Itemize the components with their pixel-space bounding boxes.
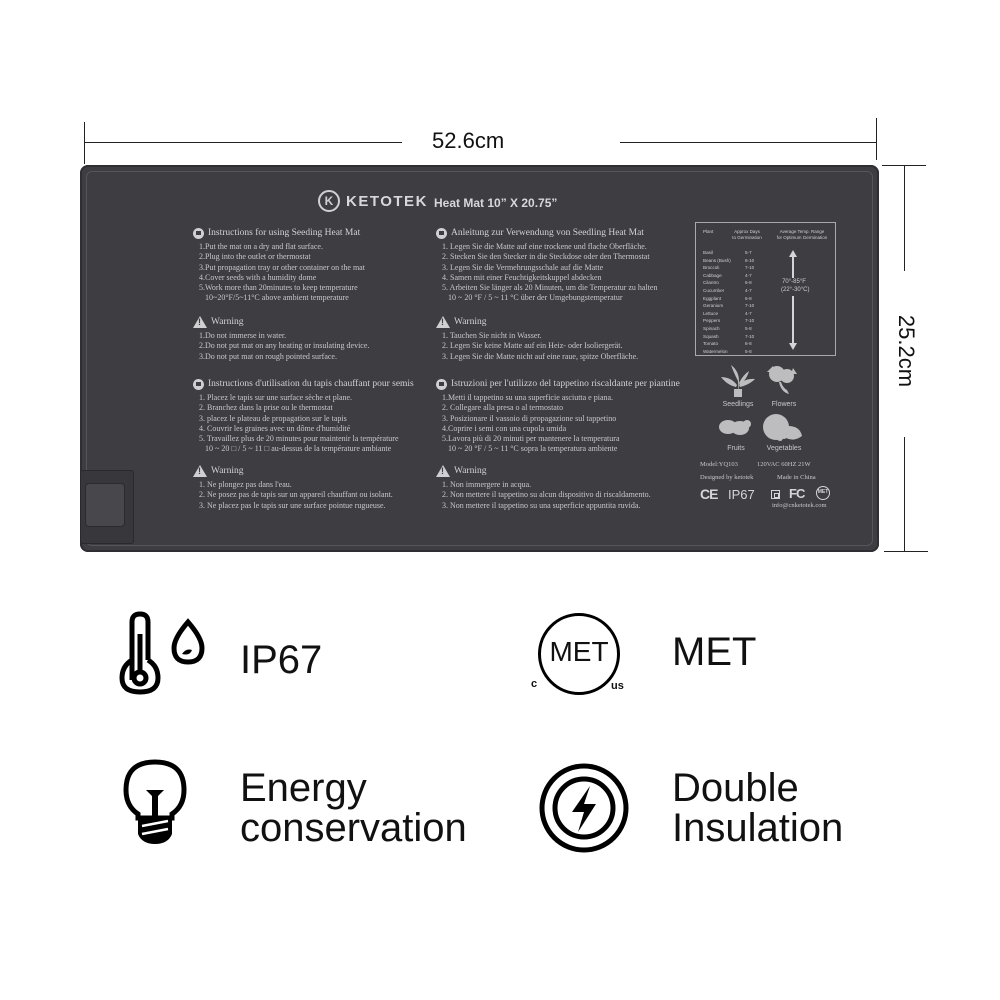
instruction-line: 4.Cover seeds with a humidity dome: [199, 272, 317, 282]
table-row: [703, 272, 765, 280]
temp-celsius: (22°-30°C): [781, 286, 810, 293]
warning-line: 1. Ne plongez pas dans l'eau.: [199, 480, 292, 489]
instruction-line: 2. Collegare alla presa o al termostato: [442, 403, 564, 413]
category-label-vegetables: Vegetables: [766, 445, 802, 452]
width-dimension-label: 52.6cm: [432, 128, 505, 153]
instruction-line: 5. Travaillez plus de 20 minutes pour maintenir la température: [199, 434, 399, 444]
category-label-seedlings: Seedlings: [722, 401, 754, 408]
instruction-line: 1. Placez le tapis sur une surface sèche et plane.: [199, 393, 353, 402]
section-heading: Warning: [454, 317, 487, 327]
instruction-line: 10 ~ 20 °F / 5 ~ 11 °C sopra la temperatura ambiente: [448, 444, 618, 454]
instruction-line: 10 ~ 20 °F / 5 ~ 11 °C über der Umgebungstemperatur: [448, 293, 623, 303]
feature-label-energy-line1: Energy: [240, 766, 367, 810]
plant-name: Lettuce: [703, 310, 719, 316]
section-de-warning: [436, 315, 638, 362]
warning-line: 1.Do not immerse in water.: [199, 331, 287, 340]
germination-days: 4-7: [745, 272, 752, 278]
germination-table: [695, 222, 836, 356]
germination-days: 6-10: [745, 257, 755, 263]
double-insulation-mark-icon: [771, 490, 780, 499]
category-label-fruits: Fruits: [727, 445, 745, 452]
feature-label-ip67: IP67: [240, 638, 323, 682]
met-badge-right: us: [611, 680, 624, 692]
plant-name: Tomato: [703, 341, 719, 347]
warning-line: 2. Ne posez pas de tapis sur un appareil chauffant ou isolant.: [199, 490, 393, 500]
height-dimension-label: 25.2cm: [894, 314, 920, 388]
mat-icon: [436, 228, 447, 239]
plant-name: Watermelon: [703, 348, 728, 354]
germination-days: 5-8: [745, 325, 752, 331]
plant-name: Geranium: [703, 303, 724, 309]
brand-name: KETOTEK: [346, 192, 428, 210]
instruction-line: 10 ~ 20 □ / 5 ~ 11 □ au-dessus de la température ambiante: [205, 444, 392, 454]
instruction-line: 3.Put propagation tray or other container on the mat: [199, 262, 365, 272]
section-it-warning: [436, 464, 651, 511]
table-row: [703, 295, 765, 303]
warning-line: 2.Do not put mat on any heating or insulating device.: [199, 341, 370, 351]
flower-icon: [763, 362, 801, 396]
thermometer-water-drop-icon: [118, 610, 210, 696]
germination-days: 7-10: [745, 318, 755, 324]
table-row: [703, 340, 765, 348]
feature-label-met: MET: [672, 630, 757, 674]
section-en-warning: [193, 315, 369, 362]
feature-label-energy-line2: conservation: [240, 806, 467, 850]
brand-logo-group: [318, 190, 428, 212]
vegetable-icon: [760, 412, 804, 442]
germination-days: 7-10: [745, 333, 755, 339]
plant-name: Cabbage: [703, 272, 722, 278]
width-dimension-left-tick: [84, 122, 85, 164]
instruction-line: 3. placez le plateau de propagation sur le tapis: [199, 413, 347, 423]
power-rating: 120VAC 60HZ 21W: [757, 461, 811, 468]
fcc-mark-icon: FC: [789, 486, 805, 501]
plant-name: Cilantro: [703, 280, 719, 286]
table-row: [703, 257, 765, 265]
warning-line: 3. Legen Sie die Matte nicht auf eine raue, spitze Oberfläche.: [442, 351, 639, 361]
met-certification-icon: [531, 610, 625, 700]
mat-icon: [436, 379, 447, 390]
category-label-flowers: Flowers: [771, 401, 797, 408]
table-row: [703, 287, 765, 295]
height-dimension-bottom-tick: [884, 551, 928, 552]
arrow-down-icon: [789, 343, 797, 350]
product-title: Heat Mat 10” X 20.75”: [434, 196, 558, 210]
arrow-down-shaft: [792, 296, 794, 344]
designed-by: Designed by ketotek: [700, 474, 754, 481]
plant-name: Peppers: [703, 318, 721, 324]
warning-icon: [193, 465, 207, 477]
mat-icon: [193, 228, 204, 239]
plant-name: Squash: [703, 333, 719, 339]
table-row: [703, 249, 765, 257]
plant-name: Eggplant: [703, 295, 722, 301]
met-badge-center: MET: [549, 636, 609, 667]
height-dimension-line-top: [904, 165, 905, 271]
seedling-icon: [719, 363, 757, 397]
section-en-instructions: [193, 226, 365, 304]
section-it-instructions: [436, 377, 680, 455]
table-row: [703, 333, 765, 341]
instruction-line: 4.Coprire i semi con una cupola umida: [442, 423, 567, 433]
germination-days: 7-10: [745, 303, 755, 309]
arrow-up-shaft: [792, 256, 794, 278]
mat-icon: [193, 379, 204, 390]
width-dimension-line-right: [620, 142, 876, 143]
plant-name: Basil: [703, 250, 713, 255]
feature-label-insulation-line2: Insulation: [672, 806, 844, 850]
germination-days: 5-7: [745, 250, 752, 255]
table-header-days: [730, 229, 764, 241]
plant-name: Spinach: [703, 325, 720, 331]
table-header-temp: [772, 229, 832, 241]
instruction-line: 2. Stecken Sie den Stecker in die Steckdose oder den Thermostat: [442, 252, 650, 262]
instruction-line: 3. Posizionare il vassoio di propagazione sul tappetino: [442, 413, 617, 423]
power-cord-connector: [80, 470, 134, 544]
germination-days: 6-8: [745, 341, 752, 347]
instruction-line: 1.Put the mat on a dry and flat surface.: [199, 242, 323, 251]
instruction-line: 3. Legen Sie die Vermehrungsschale auf die Matte: [442, 262, 604, 272]
section-heading: Warning: [211, 317, 244, 327]
table-row: [703, 317, 765, 325]
warning-icon: [193, 316, 207, 328]
section-heading: Instructions for using Seeding Heat Mat: [208, 228, 361, 238]
germination-days: 4-7: [745, 287, 752, 293]
instruction-line: 5.Work more than 20minutes to keep temperature: [199, 283, 358, 293]
ce-mark-icon: CE: [700, 486, 718, 502]
header-line: to Germination: [732, 235, 762, 240]
germination-days: 6-8: [745, 295, 752, 301]
instruction-line: 2. Branchez dans la prise ou le thermostat: [199, 403, 333, 413]
plant-name: Broccoli: [703, 265, 720, 271]
section-de-instructions: [436, 226, 657, 304]
met-badge-left: c: [531, 678, 538, 690]
table-row: [703, 264, 765, 272]
section-fr-instructions: [193, 377, 414, 455]
table-row: [703, 348, 765, 356]
section-fr-warning: [193, 464, 393, 511]
section-heading: Warning: [454, 466, 487, 476]
instruction-line: 1.Metti il tappetino su una superficie asciutta e piana.: [442, 393, 614, 402]
warning-icon: [436, 465, 450, 477]
header-line: Average Temp. Range: [779, 229, 825, 234]
lightning-circle-icon: [538, 762, 630, 854]
plant-name: Beans (Bush): [703, 257, 731, 263]
section-heading: Istruzioni per l'utilizzo del tappetino riscaldante per piantine: [451, 379, 680, 389]
germination-days: 6-8: [745, 280, 752, 286]
instruction-line: 10~20°F/5~11°C above ambient temperature: [205, 293, 349, 303]
contact-email: info@cnketotek.com: [772, 502, 827, 509]
height-dimension-line-bottom: [904, 437, 905, 551]
connector-plate: [85, 483, 125, 527]
model-number: Model:YQ103: [700, 461, 738, 468]
germination-days: 7-10: [745, 265, 755, 271]
germination-days: 5-8: [745, 348, 752, 354]
instruction-line: 4. Samen mit einer Feuchtigkeitskuppel abdecken: [442, 272, 602, 282]
header-line: Approx Days: [734, 229, 760, 234]
ketotek-logo-icon: K: [318, 190, 340, 212]
table-row: [703, 279, 765, 287]
header-line: for Optimum Germination: [776, 235, 828, 240]
warning-line: 1. Non immergere in acqua.: [442, 480, 532, 489]
ip67-mark: IP67: [728, 487, 755, 502]
made-in: Made in China: [777, 474, 816, 481]
table-row: [703, 310, 765, 318]
instruction-line: 4. Couvrir les graines avec un dôme d'humidité: [199, 423, 351, 433]
table-header-plant: Plant: [703, 229, 714, 234]
width-dimension-right-tick: [876, 118, 877, 160]
width-dimension-line-left: [84, 142, 402, 143]
feature-label-insulation-line1: Double: [672, 766, 799, 810]
table-rows: [703, 249, 765, 355]
warning-line: 3. Ne placez pas le tapis sur une surface pointue rugueuse.: [199, 500, 386, 510]
instruction-line: 2.Plug into the outlet or thermostat: [199, 252, 311, 262]
warning-icon: [436, 316, 450, 328]
warning-line: 2. Non mettere il tappetino su alcun dispositivo di riscaldamento.: [442, 490, 651, 500]
section-heading: Instructions d'utilisation du tapis chauffant pour semis: [208, 379, 414, 389]
temperature-range: [781, 279, 810, 294]
warning-line: 3. Non mettere il tappetino su una superficie appuntita ruvida.: [442, 500, 641, 510]
fruit-icon: [718, 416, 752, 436]
table-row: [703, 302, 765, 310]
met-mark-icon: MET: [816, 486, 830, 500]
warning-line: 1. Tauchen Sie nicht in Wasser.: [442, 331, 542, 340]
warning-line: 3.Do not put mat on rough pointed surface.: [199, 351, 337, 361]
germination-days: 4-7: [745, 310, 752, 316]
plant-name: Cucumber: [703, 287, 725, 293]
section-heading: Warning: [211, 466, 244, 476]
section-heading: Anleitung zur Verwendung von Seedling Heat Mat: [451, 228, 644, 238]
light-bulb-icon: [120, 758, 190, 848]
temp-fahrenheit: 70°-85°F: [782, 279, 806, 285]
warning-line: 2. Legen Sie keine Matte auf ein Heiz- oder Isoliergerät.: [442, 341, 623, 351]
instruction-line: 1. Legen Sie die Matte auf eine trockene und flache Oberfläche.: [442, 242, 647, 251]
table-row: [703, 325, 765, 333]
instruction-line: 5. Arbeiten Sie länger als 20 Minuten, um die Temperatur zu halten: [442, 283, 658, 293]
instruction-line: 5.Lavora più di 20 minuti per mantenere la temperatura: [442, 434, 620, 444]
